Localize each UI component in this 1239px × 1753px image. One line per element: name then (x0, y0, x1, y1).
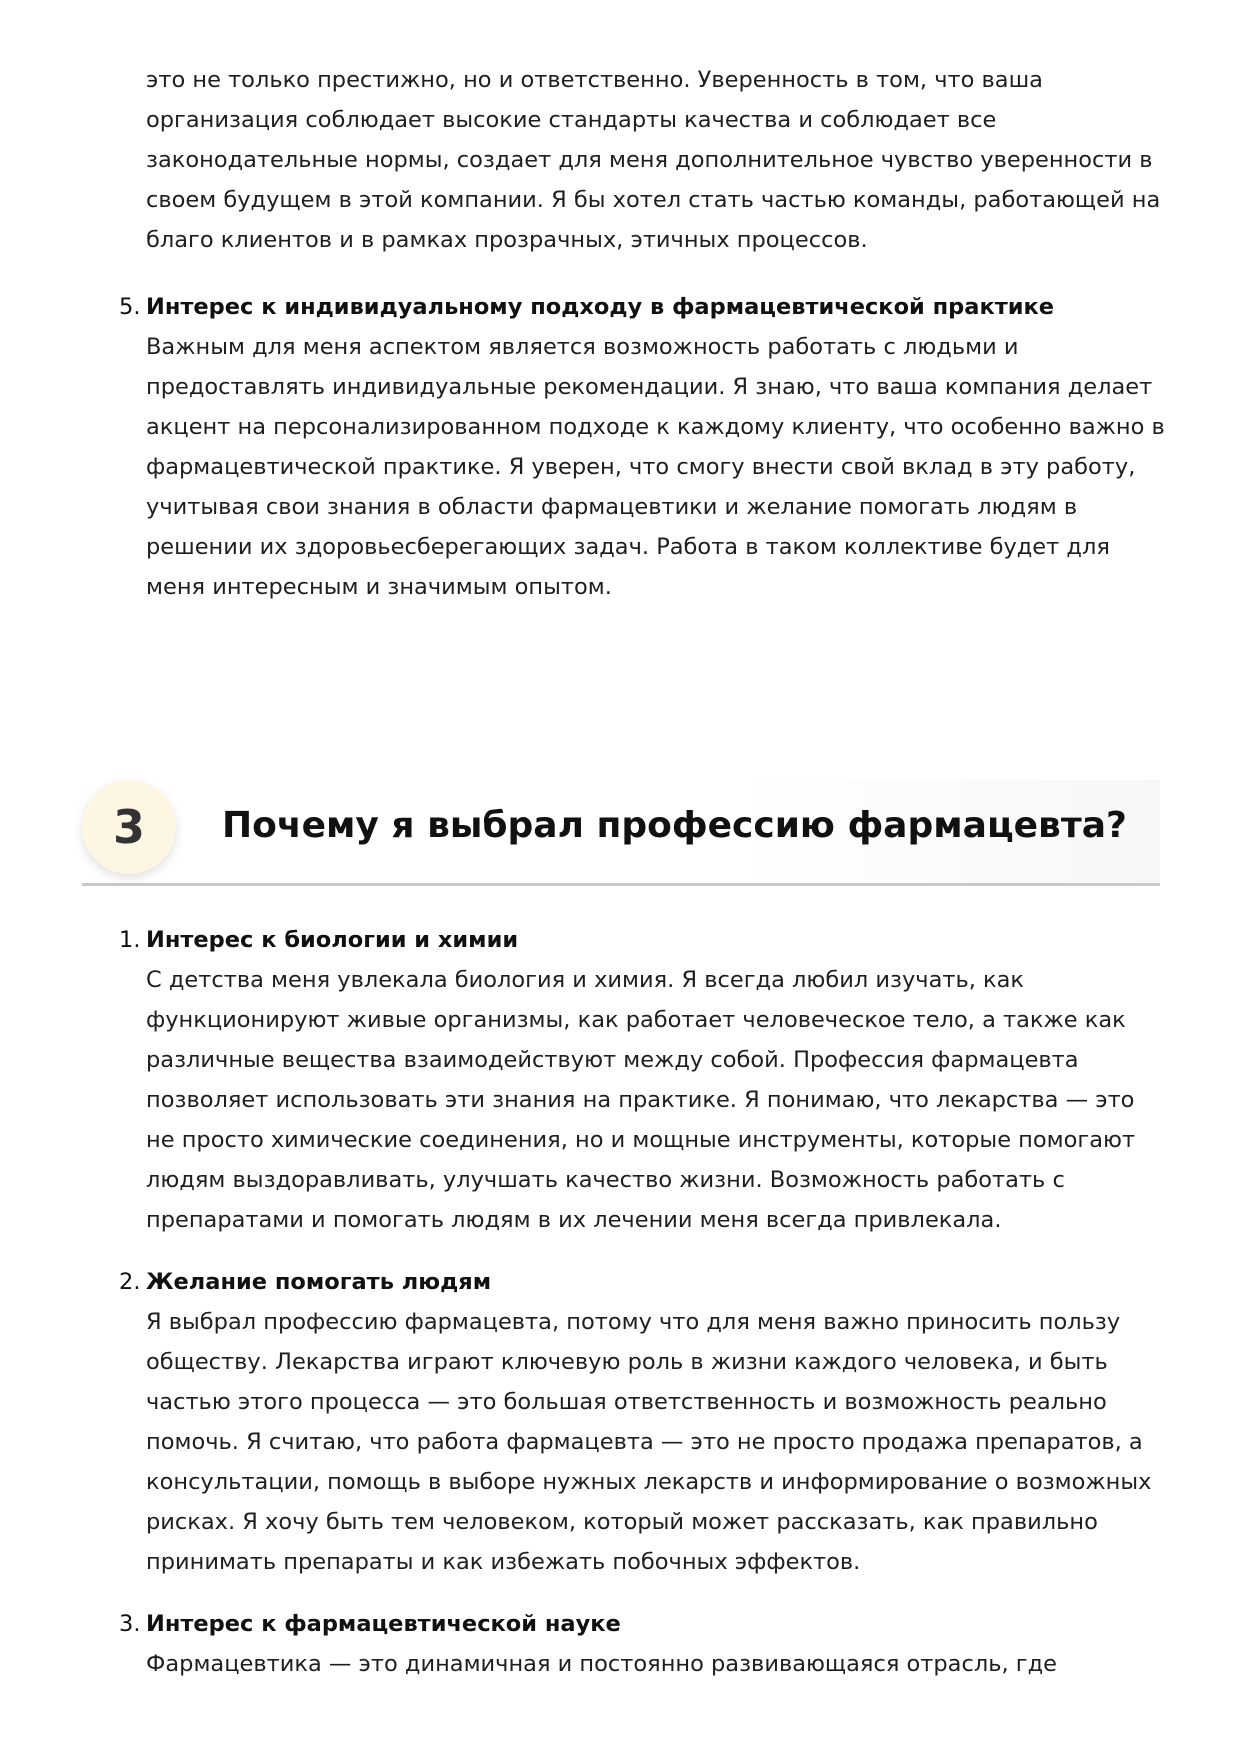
list-item-title-text: Интерес к биологии и химии (146, 927, 519, 953)
list-item-body: Я выбрал профессию фармацевта, потому что для меня важно приносить пользу обществу. Лекарства играют ключевую роль в жизни каждого человека, и быть частью этого процесса — это большая ответственность и возможность реально помочь. Я считаю, что работа фармацевта — это не просто продажа препаратов, а консультации, помощь в выборе нужных лекарств и информирование о возможных рисках. Я хочу быть тем человеком, который может рассказать, как правильно принимать препараты и как избежать побочных эффектов. (146, 1309, 1152, 1575)
list-item-2 (119, 1262, 1179, 1582)
list-item-title (119, 920, 1179, 960)
list-item-number: 3. (119, 1611, 141, 1637)
list-item-number: 5. (119, 294, 141, 320)
list-item-body: Фармацевтика — это динамичная и постоянно развивающаяся отрасль, где (146, 1651, 1057, 1677)
section-number-badge: 3 (82, 780, 176, 874)
section-divider (82, 883, 1160, 886)
intro-paragraph: это не только престижно, но и ответственно. Уверенность в том, что ваша организация соблюдает высокие стандарты качества и соблюдает все законодательные нормы, создает для меня дополнительное чувство уверенности в своем будущем в этой компании. Я бы хотел стать частью команды, работающей на благо клиентов и в рамках прозрачных, этичных процессов. (146, 67, 1161, 253)
list-item-title (119, 287, 1179, 327)
list-item-body: Важным для меня аспектом является возможность работать с людьми и предоставлять индивидуальные рекомендации. Я знаю, что ваша компания делает акцент на персонализированном подходе к каждому клиенту, что особенно важно в фармацевтической практике. Я уверен, что смогу внести свой вклад в эту работу, учитывая свои знания в области фармацевтики и желание помогать людям в решении их здоровьесберегающих задач. Работа в таком коллективе будет для меня интересным и значимым опытом. (146, 334, 1165, 600)
list-item-number: 1. (119, 927, 141, 953)
list-item-3 (119, 1604, 1179, 1684)
list-item-title-text: Интерес к фармацевтической науке (146, 1611, 621, 1637)
section-header (82, 780, 1160, 886)
list-item-body: С детства меня увлекала биология и химия. Я всегда любил изучать, как функционируют живые организмы, как работает человеческое тело, а также как различные вещества взаимодействуют между собой. Профессия фармацевта позволяет использовать эти знания на практике. Я понимаю, что лекарства — это не просто химические соединения, но и мощные инструменты, которые помогают людям выздоравливать, улучшать качество жизни. Возможность работать с препаратами и помогать людям в их лечении меня всегда привлекала. (146, 967, 1136, 1233)
section-title: Почему я выбрал профессию фармацевта? (222, 805, 1127, 846)
list-item-number: 2. (119, 1269, 141, 1295)
list-item-1 (119, 920, 1179, 1240)
list-item-prev-5 (119, 287, 1179, 607)
list-item-title (119, 1262, 1179, 1302)
list-item-title-text: Желание помогать людям (146, 1269, 492, 1295)
list-item-title-text: Интерес к индивидуальному подходу в фармацевтической практике (146, 294, 1055, 320)
list-item-title (119, 1604, 1179, 1644)
